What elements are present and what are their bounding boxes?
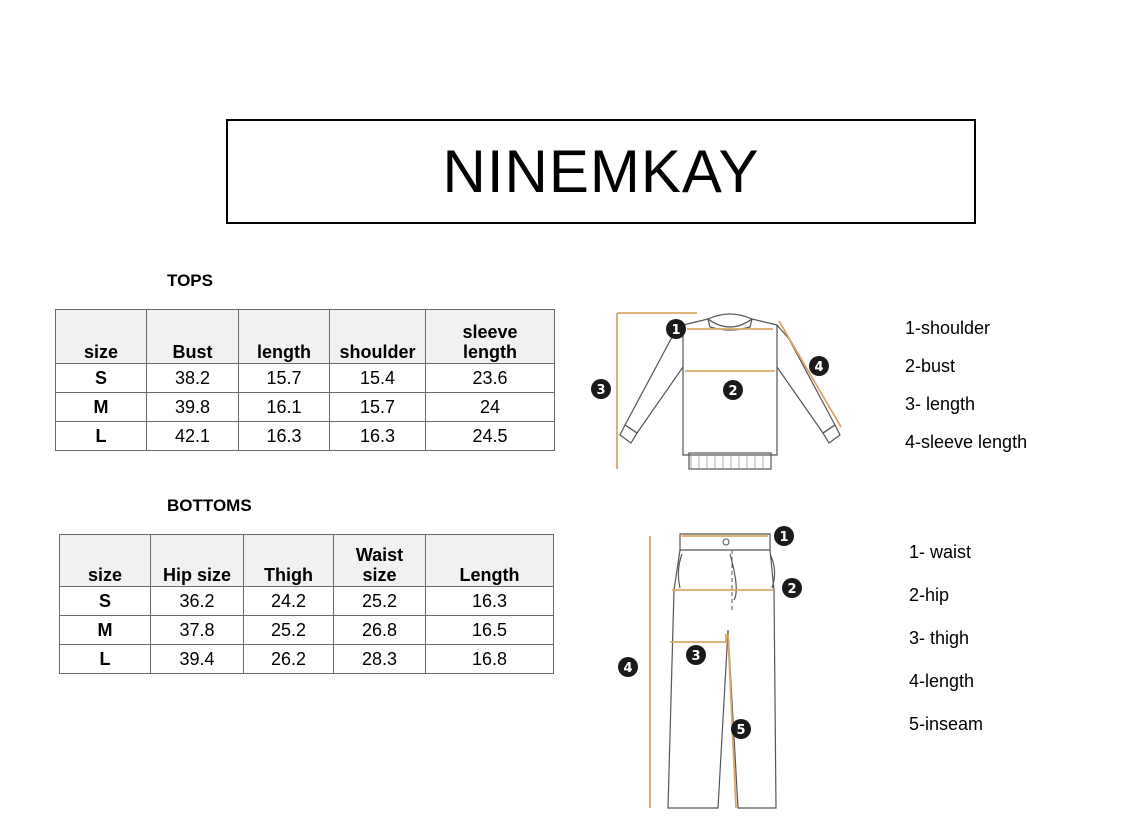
header-line: Waist <box>355 545 404 565</box>
header-cell: Bust <box>147 310 239 364</box>
header-cell: size <box>60 535 151 587</box>
measurement-cell: 36.2 <box>151 587 244 616</box>
measurement-cell: 24.2 <box>244 587 334 616</box>
size-cell: M <box>60 616 151 645</box>
bottoms-legend <box>909 542 983 757</box>
header-cell: Length <box>426 535 554 587</box>
header-line: length <box>463 342 517 362</box>
svg-text:2: 2 <box>787 582 797 597</box>
header-line: sleeve <box>462 322 518 342</box>
svg-text:4: 4 <box>623 661 633 676</box>
legend-item: 1- waist <box>909 542 972 562</box>
table-row <box>60 616 554 645</box>
legend-item: 3- length <box>905 394 976 414</box>
table-row <box>56 422 555 451</box>
svg-text:1: 1 <box>779 530 789 545</box>
header-cell: Hip size <box>151 535 244 587</box>
measurement-cell: 15.7 <box>330 393 426 422</box>
table-row <box>60 645 554 674</box>
pants-diagram-icon <box>610 520 810 815</box>
measurement-cell: 39.4 <box>151 645 244 674</box>
measurement-cell: 24.5 <box>426 422 555 451</box>
sweater-diagram-icon <box>585 305 860 475</box>
table-row <box>56 393 555 422</box>
header-cell: length <box>239 310 330 364</box>
legend-item: 3- thigh <box>909 628 970 648</box>
legend-item: 2-bust <box>905 356 956 376</box>
measurement-cell: 16.8 <box>426 645 554 674</box>
legend-item: 4-sleeve length <box>905 432 1028 452</box>
size-cell: M <box>56 393 147 422</box>
svg-text:5: 5 <box>736 723 746 738</box>
brand-title: NINEMKAY <box>442 138 760 205</box>
measurement-cell: 42.1 <box>147 422 239 451</box>
table-row <box>60 587 554 616</box>
measurement-cell: 24 <box>426 393 555 422</box>
measurement-cell: 15.4 <box>330 364 426 393</box>
measurement-cell: 26.8 <box>334 616 426 645</box>
measurement-cell: 16.1 <box>239 393 330 422</box>
header-cell: shoulder <box>330 310 426 364</box>
legend-item: 5-inseam <box>909 714 984 734</box>
header-cell <box>334 535 426 587</box>
measurement-cell: 39.8 <box>147 393 239 422</box>
bottoms-title: BOTTOMS <box>167 496 252 515</box>
measurement-cell: 26.2 <box>244 645 334 674</box>
measurement-cell: 25.2 <box>244 616 334 645</box>
svg-text:1: 1 <box>671 323 681 338</box>
header-cell: size <box>56 310 147 364</box>
measurement-cell: 16.3 <box>426 587 554 616</box>
brand-box <box>226 119 976 224</box>
legend-item: 1-shoulder <box>905 318 991 338</box>
table-row <box>56 364 555 393</box>
svg-text:2: 2 <box>728 384 738 399</box>
legend-item: 4-length <box>909 671 975 691</box>
header-cell <box>426 310 555 364</box>
svg-text:3: 3 <box>691 649 701 664</box>
tops-legend <box>905 318 1027 470</box>
size-cell: S <box>56 364 147 393</box>
header-cell: Thigh <box>244 535 334 587</box>
measurement-cell: 16.5 <box>426 616 554 645</box>
svg-text:3: 3 <box>596 383 606 398</box>
header-line: size <box>362 565 397 585</box>
measurement-cell: 16.3 <box>330 422 426 451</box>
size-cell: S <box>60 587 151 616</box>
measurement-cell: 38.2 <box>147 364 239 393</box>
svg-text:4: 4 <box>814 360 824 375</box>
tops-size-table <box>55 309 555 451</box>
tops-title: TOPS <box>167 271 213 290</box>
bottoms-size-table <box>59 534 554 674</box>
measurement-cell: 23.6 <box>426 364 555 393</box>
measurement-cell: 16.3 <box>239 422 330 451</box>
legend-item: 2-hip <box>909 585 950 605</box>
size-cell: L <box>56 422 147 451</box>
size-cell: L <box>60 645 151 674</box>
measurement-cell: 37.8 <box>151 616 244 645</box>
measurement-cell: 28.3 <box>334 645 426 674</box>
measurement-cell: 15.7 <box>239 364 330 393</box>
measurement-cell: 25.2 <box>334 587 426 616</box>
